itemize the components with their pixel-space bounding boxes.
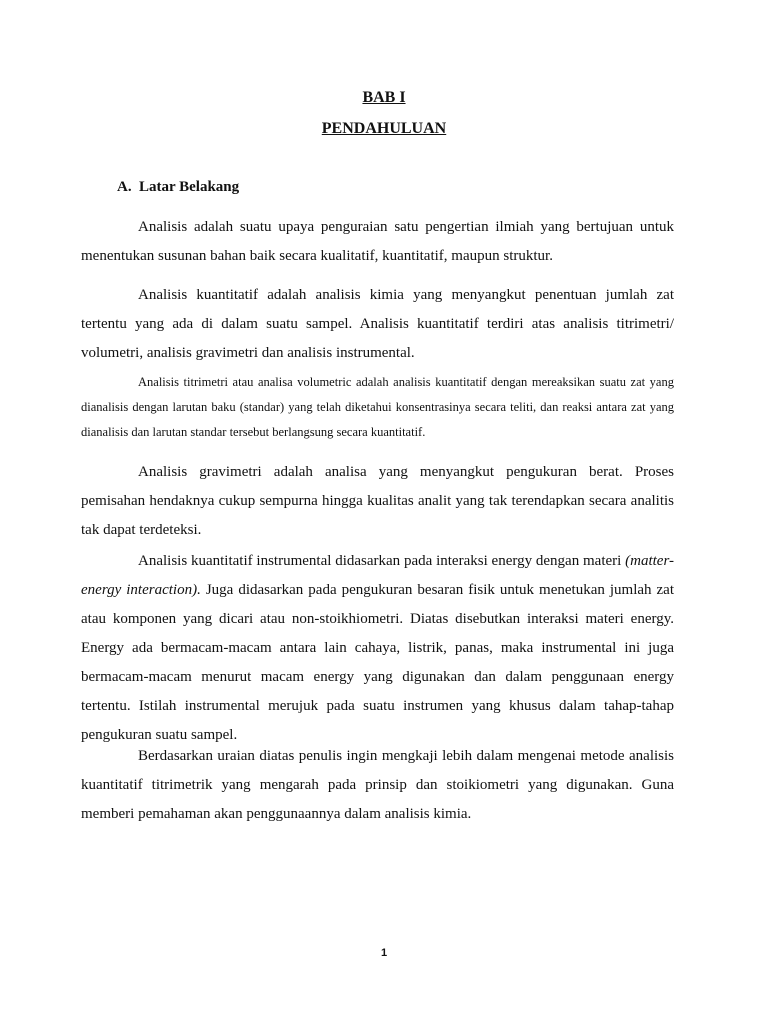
paragraph-text: Analisis kuantitatif instrumental didasarkan pada interaksi energy dengan materi bbox=[138, 553, 626, 569]
page-number: 1 bbox=[380, 947, 388, 959]
paragraph-analisis-instrumental bbox=[81, 547, 674, 750]
chapter-heading: BAB I bbox=[362, 89, 406, 106]
chapter-title: PENDAHULUAN bbox=[321, 120, 447, 137]
section-heading bbox=[117, 177, 239, 197]
paragraph-text: Juga didasarkan pada pengukuran besaran fisik untuk menetukan jumlah zat atau komponen yang dicari atau non-stoikhiometri. Diatas disebutkan interaksi materi energy. Energy ada bermacam-macam antara lain cahaya, listrik, panas, maka instrumental ini juga bermacam-macam menurut macam energy yang digunakan dan dalam penggunaan energy tertentu. Istilah instrumental merujuk pada suatu instrumen yang khusus dalam tahap-tahap pengukuran suatu sampel. bbox=[81, 582, 674, 743]
paragraph-italic-term: (matter- energy interaction). bbox=[81, 553, 674, 598]
paragraph-analisis-gravimetri: Analisis gravimetri adalah analisa yang menyangkut pengukuran berat. Proses pemisahan hendaknya cukup sempurna hingga kualitas analit yang tak terendapkan secara analitis tak dapat terdeteksi. bbox=[81, 464, 674, 538]
paragraph-tujuan: Berdasarkan uraian diatas penulis ingin mengkaji lebih dalam mengenai metode analisis kuantitatif titrimetrik yang mengarah pada prinsip dan stoikiometri yang digunakan. Guna memberi pemahaman akan penggunaannya dalam analisis kimia. bbox=[81, 748, 674, 822]
paragraph-analisis-kuantitatif: Analisis kuantitatif adalah analisis kimia yang menyangkut penentuan jumlah zat tertentu yang ada di dalam suatu sampel. Analisis kuantitatif terdiri atas analisis titrimetri/ volumetri, analisis gravimetri dan analisis instrumental. bbox=[81, 287, 674, 361]
section-title: Latar Belakang bbox=[139, 179, 240, 195]
paragraph-analisis: Analisis adalah suatu upaya penguraian satu pengertian ilmiah yang bertujuan untuk menentukan susunan bahan baik secara kualitatif, kuantitatif, maupun struktur. bbox=[81, 219, 674, 264]
section-number: A. bbox=[117, 179, 132, 195]
paragraph-analisis-titrimetri: Analisis titrimetri atau analisa volumetric adalah analisis kuantitatif dengan mereaksikan suatu zat yang dianalisis dengan larutan baku (standar) yang telah diketahui konsentrasinya secara teliti, dan reaksi antara zat yang dianalisis dan larutan standar tersebut berlangsung secara kuantitatif. bbox=[81, 375, 674, 439]
